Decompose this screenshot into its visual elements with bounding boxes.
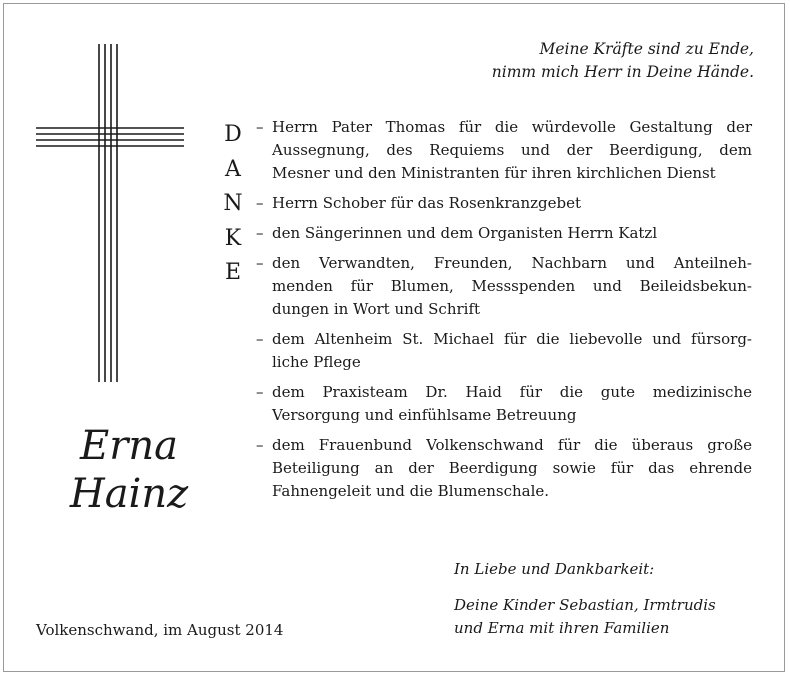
quote-line: Meine Kräfte sind zu Ende, [539, 40, 754, 58]
danke-letter: A [225, 156, 241, 182]
thanks-list [256, 116, 752, 510]
list-item [256, 192, 752, 215]
dash-marker: – [256, 224, 264, 242]
item-line: liche Pflege [272, 353, 361, 371]
item-line: menden für Blumen, Messspenden und Beileidsbekun- [272, 277, 752, 295]
first-name: Erna [80, 423, 178, 469]
item-line: dem Frauenbund Volkenschwand für die überaus große [272, 436, 752, 454]
danke-letter: K [224, 225, 242, 251]
danke-letter: E [224, 260, 242, 285]
danke-letter: N [223, 191, 243, 216]
signature-line: Deine Kinder Sebastian, Irmtrudis [454, 596, 716, 614]
item-line: Beteiligung an der Beerdigung sowie für das ehrende [272, 459, 752, 477]
closing-thanks: In Liebe und Dankbarkeit: [454, 560, 655, 578]
dash-marker: – [256, 330, 264, 348]
list-item [256, 328, 752, 374]
item-line: den Sängerinnen und dem Organisten Herrn Katzl [272, 224, 658, 242]
signature-line: und Erna mit ihren Familien [454, 619, 670, 637]
item-line: dungen in Wort und Schrift [272, 300, 481, 318]
place-date: Volkenschwand, im August 2014 [36, 621, 284, 639]
list-item [256, 116, 752, 185]
quote-line: nimm mich Herr in Deine Hände. [491, 63, 754, 81]
item-line: Mesner und den Ministranten für ihren kirchlichen Dienst [272, 164, 716, 182]
dash-marker: – [256, 436, 264, 454]
item-line: Herrn Pater Thomas für die würdevolle Gestaltung der [272, 118, 752, 136]
danke-vertical-word [216, 118, 250, 291]
list-item [256, 434, 752, 503]
dash-marker: – [256, 383, 264, 401]
item-line: Herrn Schober für das Rosenkranzgebet [272, 194, 581, 212]
deceased-name [44, 422, 214, 518]
list-item [256, 381, 752, 427]
danke-letter: D [224, 122, 242, 147]
last-name: Hainz [69, 471, 189, 517]
item-line: Fahnengeleit und die Blumenschale. [272, 482, 550, 500]
list-item [256, 222, 752, 245]
family-signature [454, 594, 716, 640]
item-line: dem Praxisteam Dr. Haid für die gute medizinische [272, 383, 752, 401]
item-line: Versorgung und einfühlsame Betreuung [272, 406, 577, 424]
cross-icon [36, 44, 184, 382]
list-item [256, 252, 752, 321]
item-line: Aussegnung, des Requiems und der Beerdigung, dem [272, 141, 752, 159]
item-line: dem Altenheim St. Michael für die liebevolle und fürsorg- [272, 330, 752, 348]
dash-marker: – [256, 254, 264, 272]
item-line: den Verwandten, Freunden, Nachbarn und Anteilneh- [272, 254, 752, 272]
dash-marker: – [256, 118, 264, 136]
dash-marker: – [256, 194, 264, 212]
bible-quote [334, 38, 754, 84]
